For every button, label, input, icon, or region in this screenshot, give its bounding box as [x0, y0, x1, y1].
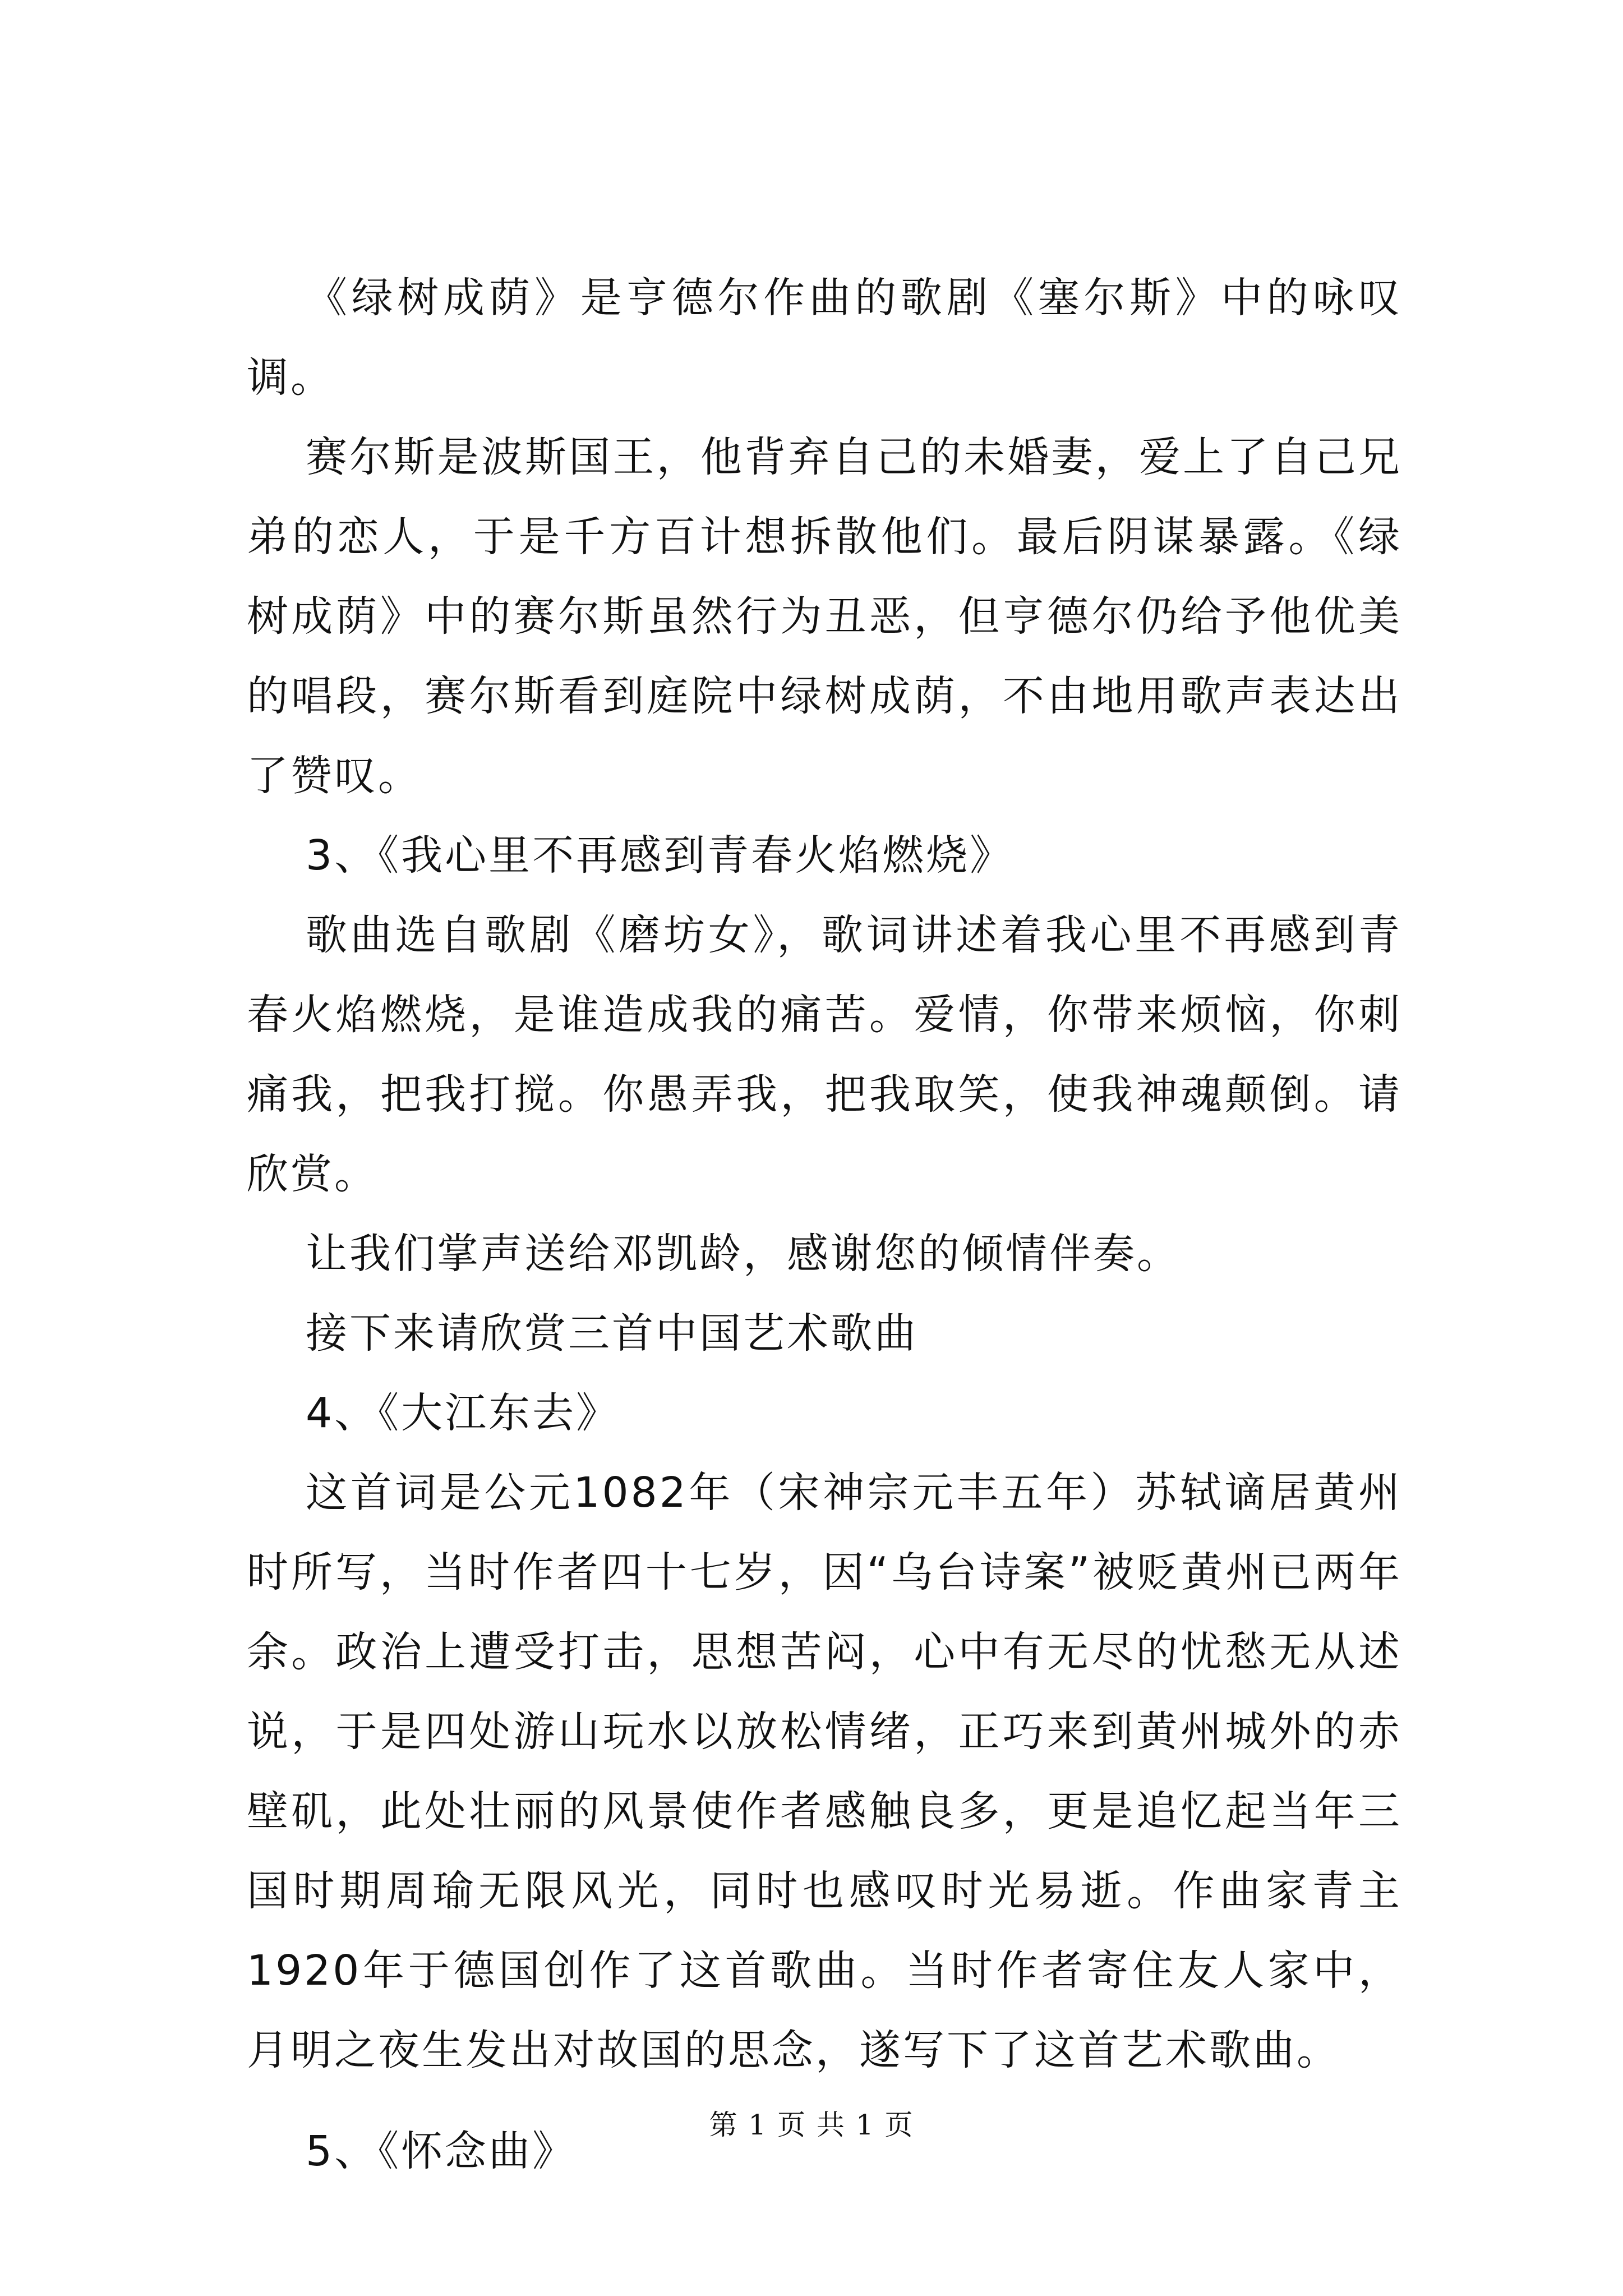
- document-body: [247, 258, 1402, 2191]
- paragraph-serse-story: 赛尔斯是波斯国王，他背弃自己的未婚妻，爱上了自己兄弟的恋人，于是千方百计想拆散他们。最后阴谋暴露。《绿树成荫》中的赛尔斯虽然行为丑恶，但亨德尔仍给予他优美的唱段，赛尔斯看到庭院中绿树成荫，不由地用歌声表达出了赞叹。: [247, 433, 1402, 800]
- heading-song-3: 3、《我心里不再感到青春火焰燃烧》: [306, 831, 1014, 880]
- paragraph-thanks-accompanist: 让我们掌声送给邓凯龄，感谢您的倾情伴奏。: [306, 1230, 1181, 1278]
- heading-song-4: 4、《大江东去》: [306, 1389, 620, 1437]
- paragraph-aria-intro: 《绿树成荫》是亨德尔作曲的歌剧《塞尔斯》中的咏叹调。: [247, 274, 1402, 402]
- page-number-footer: 第 1 页 共 1 页: [709, 2109, 914, 2141]
- heading-song-5: 5、《怀念曲》: [306, 2127, 577, 2175]
- paragraph-chinese-art-songs-intro: 接下来请欣赏三首中国艺术歌曲: [306, 1309, 918, 1358]
- paragraph-song-4-description: 这首词是公元1082年（宋神宗元丰五年）苏轼谪居黄州时所写，当时作者四十七岁，因“乌台诗案”被贬黄州已两年余。政治上遭受打击，思想苦闷，心中有无尽的忧愁无从述说，于是四处游山玩水以放松情绪，正巧来到黄州城外的赤壁矶，此处壮丽的风景使作者感触良多，更是追忆起当年三国时期周瑜无限风光，同时也感叹时光易逝。作曲家青主1920年于德国创作了这首歌曲。当时作者寄住友人家中，月明之夜生发出对故国的思念，遂写下了这首艺术歌曲。: [247, 1469, 1402, 2074]
- paragraph-song-3-description: 歌曲选自歌剧《磨坊女》，歌词讲述着我心里不再感到青春火焰燃烧，是谁造成我的痛苦。爱情，你带来烦恼，你刺痛我，把我打搅。你愚弄我，把我取笑，使我神魂颠倒。请欣赏。: [247, 911, 1402, 1198]
